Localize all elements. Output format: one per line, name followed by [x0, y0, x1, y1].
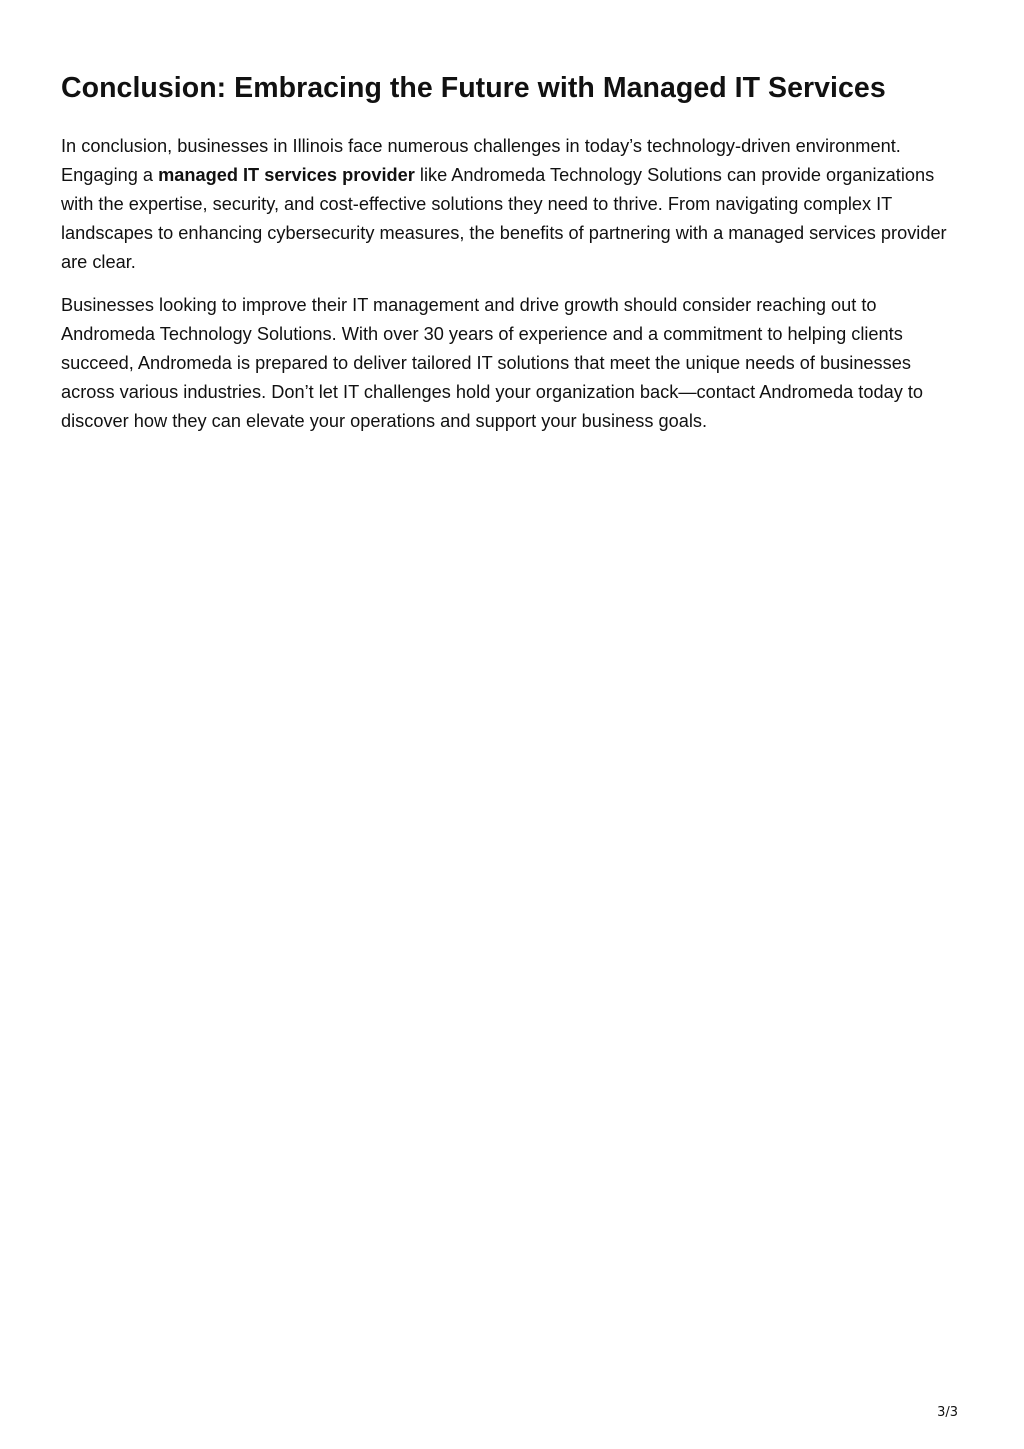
- conclusion-paragraph: [61, 132, 967, 277]
- bold-service-term: managed IT services provider: [158, 165, 415, 185]
- paragraph-text-end: like Andromeda Technology Solutions can provide organizations with the expertise, security, and cost-effective solutions they need to thrive. From navigating complex IT landscapes to enhancing cybersecurity measures, the benefits of partnering with a managed services provider are clear.: [61, 165, 947, 272]
- section-heading: Conclusion: Embracing the Future with Managed IT Services: [61, 72, 886, 104]
- page-number: 3/3: [937, 1405, 958, 1420]
- call-to-action-paragraph: Businesses looking to improve their IT management and drive growth should consider reaching out to Andromeda Technology Solutions. With over 30 years of experience and a commitment to helping clients succeed, Andromeda is prepared to deliver tailored IT solutions that meet the unique needs of businesses across various industries. Don’t let IT challenges hold your organization back—contact Andromeda today to discover how they can elevate your operations and support your business goals.: [61, 295, 924, 431]
- document-page: [61, 66, 967, 450]
- paragraph-text-start: In conclusion, businesses in Illinois face numerous challenges in today’s technology-driven environment. Engaging a: [61, 136, 901, 185]
